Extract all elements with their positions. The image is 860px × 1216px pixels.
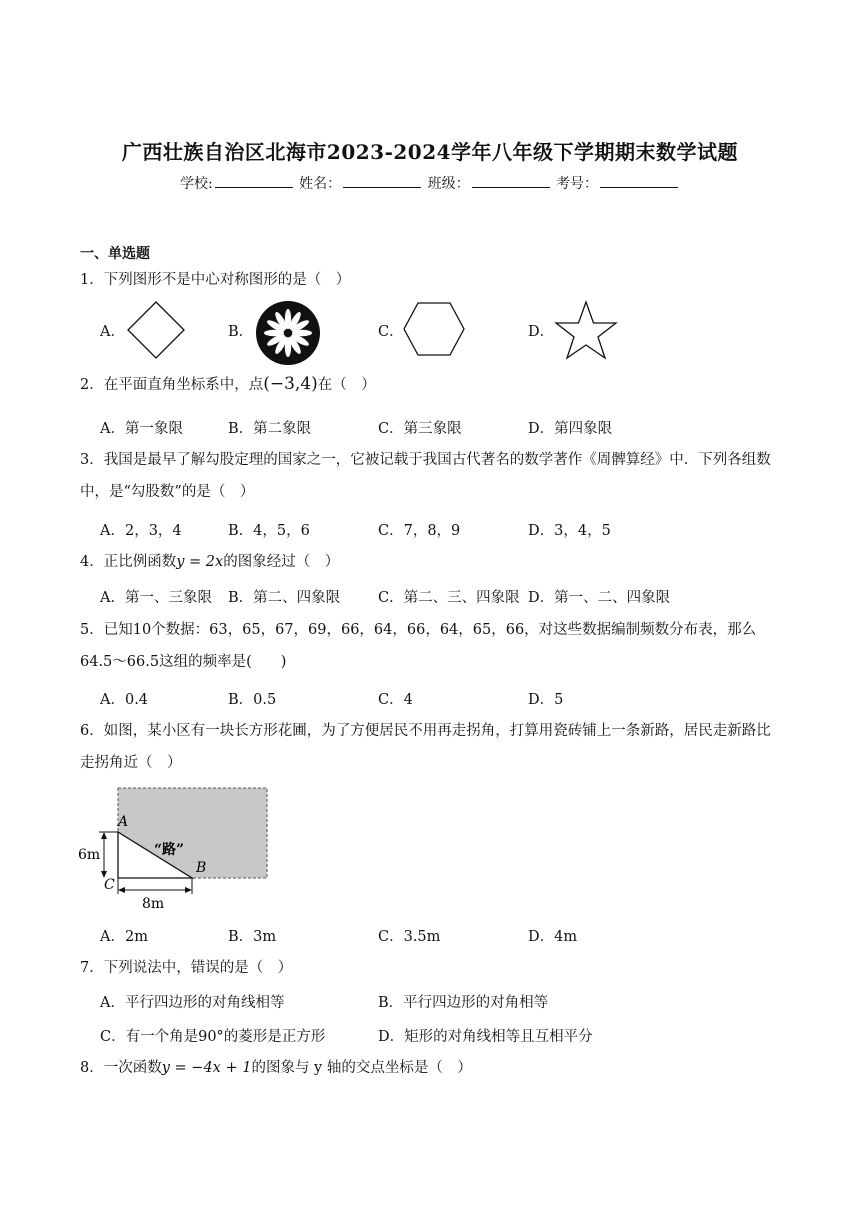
class-blank[interactable] (472, 175, 550, 188)
q4-option-a[interactable]: A．第一、三象限 (100, 590, 212, 606)
q7-option-b[interactable]: B．平行四边形的对角相等 (378, 995, 549, 1011)
q2-text-post: 在（ ） (317, 377, 376, 393)
q4-option-c[interactable]: C．第二、三、四象限 (378, 590, 520, 606)
q4-option-d[interactable]: D．第一、二、四象限 (528, 590, 671, 606)
question-5: 5．已知10个数据：63，65，67，69，66，64，66，64，65，66，对这些数据编制频数分布表，那么64.5～66.5这组的频率是( ) (80, 622, 757, 670)
student-info-line (0, 173, 860, 193)
q5-option-b[interactable]: B．0.5 (228, 692, 277, 708)
question-8 (80, 1052, 785, 1084)
q1-option-c[interactable]: C． (378, 324, 404, 340)
q4-option-b[interactable]: B．第二、四象限 (228, 590, 341, 606)
q7-option-d[interactable]: D．矩形的对角线相等且互相平分 (378, 1029, 593, 1045)
q8-formula: y = −4x + 1 (161, 1060, 252, 1076)
q6-option-d[interactable]: D．4m (528, 929, 578, 945)
q6-option-b[interactable]: B．3m (228, 929, 277, 945)
school-label: 学校: (179, 176, 213, 192)
q7-option-c[interactable]: C．有一个角是90°的菱形是正方形 (100, 1029, 326, 1045)
garden-road-figure (74, 786, 274, 911)
q6-option-c[interactable]: C．3.5m (378, 929, 441, 945)
q2-option-a[interactable]: A．第一象限 (100, 421, 183, 437)
q1-option-b[interactable]: B． (228, 324, 254, 340)
q1-option-d[interactable]: D． (528, 324, 555, 340)
q2-option-b[interactable]: B．第二象限 (228, 421, 312, 437)
name-blank[interactable] (343, 175, 421, 188)
q2-text-pre: 2．在平面直角坐标系中，点 (80, 377, 264, 393)
flower-circle-icon (255, 300, 321, 366)
q5-option-c[interactable]: C．4 (378, 692, 413, 708)
q3-option-a[interactable]: A．2，3，4 (100, 523, 182, 539)
question-3: 3．我国是最早了解勾股定理的国家之一，它被记载于我国古代著名的数学著作《周髀算经》中．下列各组数中，是“勾股数”的是（ ） (80, 452, 771, 500)
q1-option-a[interactable]: A． (100, 324, 125, 340)
section-heading: 一、单选题 (80, 246, 150, 262)
star-shape-icon (553, 300, 619, 360)
q8-text-pre: 8．一次函数 (80, 1060, 162, 1076)
q3-option-d[interactable]: D．3，4，5 (528, 523, 611, 539)
diamond-shape-icon (126, 300, 186, 360)
point-b-label: B (196, 860, 207, 876)
class-label: 班级： (427, 176, 470, 192)
side-ac-label: 6m (78, 847, 101, 863)
q4-formula: y = 2x (176, 554, 224, 570)
school-blank[interactable] (215, 175, 293, 188)
question-7: 7．下列说法中，错误的是（ ） (80, 960, 293, 976)
q6-option-a[interactable]: A．2m (100, 929, 148, 945)
exam-no-label: 考号： (556, 176, 599, 192)
hexagon-shape-icon (403, 302, 465, 356)
q5-option-d[interactable]: D．5 (528, 692, 564, 708)
question-4 (80, 546, 785, 578)
question-2 (80, 368, 785, 401)
point-a-label: A (118, 814, 129, 830)
q4-text-pre: 4．正比例函数 (80, 554, 177, 570)
side-cb-label: 8m (142, 896, 165, 912)
exam-no-blank[interactable] (600, 175, 678, 188)
point-c-label: C (104, 877, 115, 893)
q5-option-a[interactable]: A．0.4 (100, 692, 149, 708)
q7-option-a[interactable]: A．平行四边形的对角线相等 (100, 995, 285, 1011)
road-label: “路” (154, 842, 185, 858)
question-6: 6．如图，某小区有一块长方形花圃，为了方便居民不用再走拐角，打算用瓷砖铺上一条新路，居民走新路比走拐角近（ ） (80, 723, 771, 771)
question-1: 1．下列图形不是中心对称图形的是（ ） (80, 272, 351, 288)
page-title: 广西壮族自治区北海市2023-2024学年八年级下学期期末数学试题 (121, 140, 739, 164)
q4-text-post: 的图象经过（ ） (223, 554, 340, 570)
q2-point: (−3,4) (263, 374, 318, 394)
q3-option-c[interactable]: C．7，8，9 (378, 523, 461, 539)
q2-option-d[interactable]: D．第四象限 (528, 421, 613, 437)
name-label: 姓名： (299, 176, 342, 192)
q8-text-post: 的图象与 y 轴的交点坐标是（ ） (251, 1060, 472, 1076)
q2-option-c[interactable]: C．第三象限 (378, 421, 462, 437)
q3-option-b[interactable]: B．4，5，6 (228, 523, 310, 539)
